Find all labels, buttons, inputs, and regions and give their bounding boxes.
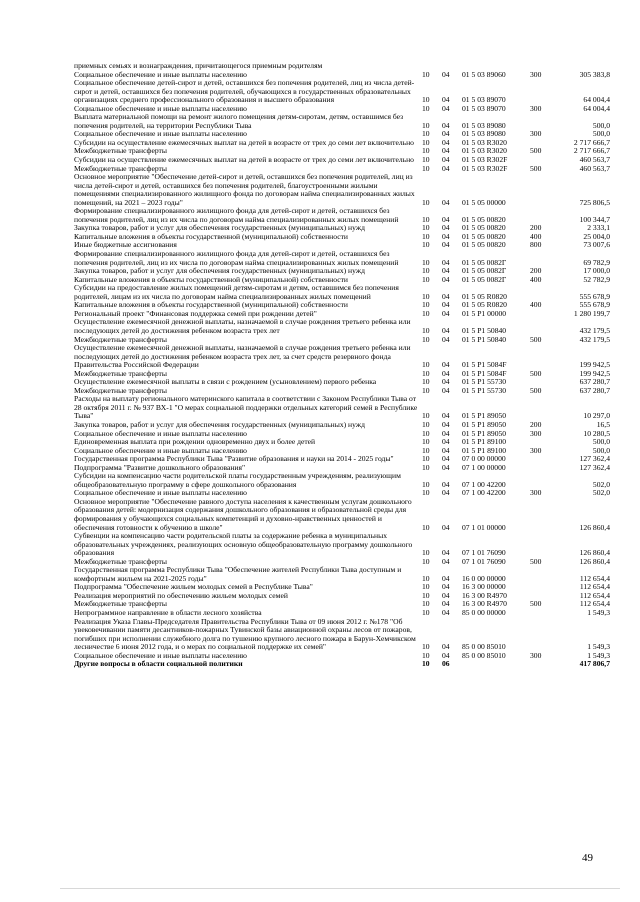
row-subsection: 04 bbox=[442, 95, 450, 105]
row-name: Социальное обеспечение и иные выплаты населению bbox=[74, 103, 247, 113]
row-subsection: 04 bbox=[442, 69, 450, 79]
row-target-code: 07 1 01 76090 bbox=[462, 548, 506, 558]
row-name: Субсидии на предоставление жилых помещений детям-сиротам и детям, оставшимся без попечения родителей, лицам из их числа по договорам найма специализированных жилых помещений bbox=[74, 283, 399, 301]
row-target-code: 01 5 P1 89050 bbox=[462, 411, 507, 421]
row-expense-type: 400 bbox=[530, 300, 542, 310]
row-expense-type: 200 bbox=[530, 223, 542, 233]
row-amount: 432 179,5 bbox=[579, 334, 610, 344]
row-target-code: 01 5 05 00000 bbox=[462, 197, 506, 207]
row-section: 10 bbox=[422, 137, 430, 147]
row-expense-type bbox=[530, 464, 560, 473]
row-expense-type: 500 bbox=[530, 368, 542, 378]
row-name: Государственная программа Республики Тыва "Развитие образования и науки на 2014 - 2025 годы" bbox=[74, 454, 394, 464]
row-subsection: 04 bbox=[442, 223, 450, 233]
row-section: 10 bbox=[422, 573, 430, 583]
row-name: Иные бюджетные ассигнования bbox=[74, 240, 177, 250]
budget-table bbox=[74, 62, 610, 669]
row-name: Капитальные вложения в объекты государственной (муниципальной) собственности bbox=[74, 231, 348, 241]
row-section: 10 bbox=[422, 334, 430, 344]
row-section: 10 bbox=[422, 556, 430, 566]
row-section: 10 bbox=[422, 599, 430, 609]
row-subsection: 04 bbox=[442, 266, 450, 276]
row-section: 10 bbox=[422, 437, 430, 447]
row-name: Закупка товаров, работ и услуг для обеспечения государственных (муниципальных) нужд bbox=[74, 419, 365, 429]
row-name: Межбюджетные трансферты bbox=[74, 599, 167, 609]
row-section: 10 bbox=[422, 659, 430, 669]
row-section: 10 bbox=[422, 411, 430, 421]
footer-rule bbox=[60, 888, 620, 889]
row-target-code: 07 1 00 42200 bbox=[462, 479, 506, 489]
table-row bbox=[74, 79, 610, 105]
row-subsection: 04 bbox=[442, 445, 450, 455]
row-section: 10 bbox=[422, 274, 430, 284]
row-target-code: 07 1 01 00000 bbox=[462, 522, 506, 532]
row-section: 10 bbox=[422, 155, 430, 165]
row-subsection: 04 bbox=[442, 522, 450, 532]
row-target-code: 01 5 P1 50840 bbox=[462, 334, 507, 344]
row-expense-type: 300 bbox=[530, 103, 542, 113]
row-section: 10 bbox=[422, 120, 430, 130]
row-name: приемных семьях и вознаграждения, причитающегося приемным родителям bbox=[74, 61, 323, 70]
row-section: 10 bbox=[422, 462, 430, 472]
row-section: 10 bbox=[422, 69, 430, 79]
row-section: 10 bbox=[422, 197, 430, 207]
row-expense-type: 200 bbox=[530, 419, 542, 429]
row-section: 10 bbox=[422, 522, 430, 532]
row-subsection: 04 bbox=[442, 360, 450, 370]
row-amount: 500,0 bbox=[592, 120, 610, 130]
row-name: Социальное обеспечение и иные выплаты населению bbox=[74, 129, 247, 139]
row-target-code: 01 5 03 89060 bbox=[462, 69, 506, 79]
row-amount: 112 654,4 bbox=[579, 599, 610, 609]
row-subsection: 04 bbox=[442, 137, 450, 147]
row-amount: 417 806,7 bbox=[579, 659, 610, 669]
row-subsection: 04 bbox=[442, 231, 450, 241]
row-subsection: 04 bbox=[442, 437, 450, 447]
row-section: 10 bbox=[422, 257, 430, 267]
row-name: Социальное обеспечение детей-сирот и детей, оставшихся без попечения родителей, лиц из числа детей-сирот и детей, оставшихся без попечения родителей, обучающихся в государственных образовательных организациях среднего профессионального образования и высшего образования bbox=[74, 78, 415, 105]
row-section: 10 bbox=[422, 428, 430, 438]
row-target-code: 85 0 00 00000 bbox=[462, 608, 506, 617]
row-section: 10 bbox=[422, 103, 430, 113]
row-amount: 725 806,5 bbox=[579, 197, 610, 207]
row-name: Реализация Указа Главы-Председателя Правительства Республики Тыва от 09 июня 2012 г. №178 "Об увековечивании памяти десантников-пожарных Тувинской базы авиационной охраны лесов от пожаров, погибших при исполнении служебного долга по тушению крупного лесного пожара в Барун-Хемчикском лесничестве 6 июня 2012 года, и о мерах по социальной поддержке их семей" bbox=[74, 616, 416, 652]
row-subsection: 04 bbox=[442, 214, 450, 224]
row-amount: 637 280,7 bbox=[579, 385, 610, 395]
table-row bbox=[74, 532, 610, 558]
row-target-code: 01 5 03 R302F bbox=[462, 163, 508, 173]
row-subsection: 04 bbox=[442, 573, 450, 583]
row-section: 10 bbox=[422, 291, 430, 301]
row-expense-type: 300 bbox=[530, 428, 542, 438]
row-section: 10 bbox=[422, 163, 430, 173]
row-expense-type: 800 bbox=[530, 240, 542, 250]
row-expense-type: 300 bbox=[530, 445, 542, 455]
row-amount: 1 549,3 bbox=[587, 650, 610, 660]
table-row bbox=[74, 395, 610, 421]
row-amount: 73 007,6 bbox=[583, 240, 610, 250]
row-expense-type bbox=[530, 310, 560, 319]
row-subsection: 04 bbox=[442, 556, 450, 566]
row-expense-type bbox=[530, 250, 560, 267]
row-subsection: 04 bbox=[442, 257, 450, 267]
row-subsection: 04 bbox=[442, 300, 450, 310]
row-amount: 1 280 199,7 bbox=[573, 308, 610, 318]
row-section: 10 bbox=[422, 590, 430, 600]
row-expense-type bbox=[530, 207, 560, 224]
row-amount: 432 179,5 bbox=[579, 325, 610, 335]
row-expense-type bbox=[530, 618, 560, 652]
row-target-code: 85 0 00 85010 bbox=[462, 650, 506, 660]
row-subsection: 04 bbox=[442, 325, 450, 335]
row-section: 10 bbox=[422, 308, 430, 318]
row-amount: 500,0 bbox=[592, 129, 610, 139]
table-row bbox=[74, 173, 610, 207]
row-subsection: 04 bbox=[442, 419, 450, 429]
row-name: Межбюджетные трансферты bbox=[74, 163, 167, 173]
row-expense-type: 500 bbox=[530, 146, 542, 156]
page-number: 49 bbox=[582, 852, 593, 864]
row-subsection: 04 bbox=[442, 197, 450, 207]
row-subsection: 04 bbox=[442, 599, 450, 609]
row-subsection: 04 bbox=[442, 103, 450, 113]
row-name: Капитальные вложения в объекты государственной (муниципальной) собственности bbox=[74, 300, 348, 310]
row-amount: 460 563,7 bbox=[579, 163, 610, 173]
table-row bbox=[74, 498, 610, 532]
row-amount: 126 860,4 bbox=[579, 548, 610, 558]
row-name: Формирование специализированного жилищного фонда для детей-сирот и детей, оставшихся без попечения родителей, лиц из их числа по договорам найма специализированных жилых помещений bbox=[74, 206, 399, 224]
row-amount: 1 549,3 bbox=[587, 642, 610, 652]
row-section: 10 bbox=[422, 454, 430, 464]
row-name: Региональный проект "Финансовая поддержка семей при рождении детей" bbox=[74, 308, 317, 318]
row-expense-type bbox=[530, 318, 560, 335]
row-name: Социальное обеспечение и иные выплаты населению bbox=[74, 428, 247, 438]
row-section: 10 bbox=[422, 95, 430, 105]
table-row bbox=[74, 618, 610, 652]
row-section: 10 bbox=[422, 642, 430, 652]
row-expense-type bbox=[530, 660, 560, 669]
row-subsection: 04 bbox=[442, 428, 450, 438]
row-expense-type bbox=[530, 455, 560, 464]
row-subsection: 04 bbox=[442, 608, 450, 617]
row-amount: 126 860,4 bbox=[579, 556, 610, 566]
row-section: 10 bbox=[422, 266, 430, 276]
row-name: Основное мероприятие "Обеспечение детей-сирот и детей, оставшихся без попечения родителей, лиц из числа детей-сирот и детей, оставшихся без попечения родителей, благоустроенными жилыми помещениями специализированного жилищного фонда по договорам найма специализированных жилых помещений, на 2021 – 2023 годы" bbox=[74, 172, 415, 207]
row-section: 10 bbox=[422, 479, 430, 489]
row-amount: 112 654,4 bbox=[579, 582, 610, 592]
row-subsection: 04 bbox=[442, 334, 450, 344]
row-section: 10 bbox=[422, 214, 430, 224]
row-target-code: 01 5 P1 89100 bbox=[462, 445, 507, 455]
row-target-code: 16 3 00 R4970 bbox=[462, 590, 507, 600]
row-amount: 637 280,7 bbox=[579, 377, 610, 387]
row-target-code: 16 0 00 00000 bbox=[462, 573, 506, 583]
row-subsection: 04 bbox=[442, 411, 450, 421]
row-target-code: 01 5 P1 5084F bbox=[462, 360, 507, 370]
row-amount: 305 383,8 bbox=[579, 69, 610, 79]
row-target-code: 01 5 P1 89050 bbox=[462, 419, 507, 429]
row-target-code: 01 5 05 R0820 bbox=[462, 291, 507, 301]
row-expense-type: 400 bbox=[530, 231, 542, 241]
row-target-code: 01 5 03 89080 bbox=[462, 129, 506, 139]
row-target-code: 01 5 03 R302F bbox=[462, 155, 508, 165]
row-expense-type: 300 bbox=[530, 69, 542, 79]
row-amount: 500,0 bbox=[592, 437, 610, 447]
row-name: Подпрограмма "Обеспечение жильем молодых семей в Республике Тыва" bbox=[74, 582, 313, 592]
row-amount: 69 782,9 bbox=[583, 257, 610, 267]
row-name: Социальное обеспечение и иные выплаты населению bbox=[74, 69, 247, 79]
row-expense-type: 500 bbox=[530, 385, 542, 395]
row-name: Государственная программа Республики Тыва "Обеспечение жителей Республики Тыва доступным и комфортным жильем на 2021-2025 годы" bbox=[74, 565, 402, 583]
row-target-code: 01 5 05 0082Г bbox=[462, 274, 507, 284]
table-row bbox=[74, 318, 610, 335]
row-amount: 2 717 666,7 bbox=[573, 137, 610, 147]
row-subsection: 04 bbox=[442, 274, 450, 284]
row-subsection: 04 bbox=[442, 462, 450, 472]
row-section: 10 bbox=[422, 582, 430, 592]
row-amount: 2 717 666,7 bbox=[573, 146, 610, 156]
row-expense-type bbox=[530, 472, 560, 489]
row-subsection: 04 bbox=[442, 146, 450, 156]
row-target-code: 01 5 05 00820 bbox=[462, 223, 506, 233]
row-name: Подпрограмма "Развитие дошкольного образования" bbox=[74, 462, 246, 472]
row-target-code: 85 0 00 85010 bbox=[462, 642, 506, 652]
row-expense-type bbox=[530, 284, 560, 301]
row-expense-type bbox=[530, 395, 560, 421]
row-amount: 10 280,5 bbox=[583, 428, 610, 438]
row-amount: 64 004,4 bbox=[583, 95, 610, 105]
row-target-code: 07 0 00 00000 bbox=[462, 454, 506, 464]
row-target-code: 01 5 P1 55730 bbox=[462, 385, 507, 395]
row-section: 10 bbox=[422, 488, 430, 498]
row-name: Осуществление ежемесячной выплаты в связи с рождением (усыновлением) первого ребенка bbox=[74, 377, 377, 387]
row-expense-type: 300 bbox=[530, 488, 542, 498]
row-amount: 199 942,5 bbox=[579, 360, 610, 370]
row-section: 10 bbox=[422, 146, 430, 156]
row-expense-type bbox=[530, 173, 560, 207]
row-name: Межбюджетные трансферты bbox=[74, 334, 167, 344]
row-amount: 52 782,9 bbox=[583, 274, 610, 284]
row-expense-type bbox=[530, 498, 560, 532]
row-expense-type: 300 bbox=[530, 129, 542, 139]
row-section: 10 bbox=[422, 300, 430, 310]
row-target-code: 01 5 P1 89100 bbox=[462, 437, 507, 447]
row-target-code: 01 5 03 R3020 bbox=[462, 137, 507, 147]
row-target-code: 01 5 05 R0820 bbox=[462, 300, 507, 310]
row-name: Формирование специализированного жилищного фонда для детей-сирот и детей, оставшихся без попечения родителей, лиц из их числа по договорам найма специализированных жилых помещений bbox=[74, 249, 399, 267]
row-amount: 112 654,4 bbox=[579, 573, 610, 583]
row-target-code: 01 5 05 00820 bbox=[462, 240, 506, 250]
row-expense-type bbox=[530, 532, 560, 558]
row-target-code: 01 5 03 89070 bbox=[462, 95, 506, 105]
row-target-code: 01 5 P1 50840 bbox=[462, 325, 507, 335]
row-section: 10 bbox=[422, 240, 430, 250]
row-expense-type: 500 bbox=[530, 556, 542, 566]
row-name: Субсидии на компенсацию части родительской платы государственным учреждениям, реализующим общеобразовательную программу в сфере дошкольного образования bbox=[74, 471, 401, 489]
row-name: Субсидии на осуществление ежемесячных выплат на детей в возрасте от трех до семи лет включительно bbox=[74, 137, 414, 147]
row-subsection: 04 bbox=[442, 308, 450, 318]
row-section: 10 bbox=[422, 548, 430, 558]
row-amount: 127 362,4 bbox=[579, 454, 610, 464]
row-amount: 555 678,9 bbox=[579, 300, 610, 310]
row-target-code: 01 5 05 0082Г bbox=[462, 257, 507, 267]
table-row bbox=[74, 250, 610, 267]
row-name: Непрограммное направление в области лесного хозяйства bbox=[74, 608, 262, 617]
row-expense-type bbox=[530, 609, 560, 618]
row-name: Расходы на выплату регионального материнского капитала в соответствии с Законом Республики Тыва от 28 октября 2011 г. № 937 ВХ-1 "О мерах социальной поддержки отдельных категорий семей в Республике Тыва" bbox=[74, 394, 418, 421]
row-subsection: 04 bbox=[442, 590, 450, 600]
row-amount: 555 678,9 bbox=[579, 291, 610, 301]
row-section: 10 bbox=[422, 360, 430, 370]
row-subsection: 04 bbox=[442, 377, 450, 387]
row-expense-type bbox=[530, 79, 560, 105]
row-name: Закупка товаров, работ и услуг для обеспечения государственных (муниципальных) нужд bbox=[74, 223, 365, 233]
row-amount: 16,5 bbox=[596, 419, 610, 429]
row-subsection: 04 bbox=[442, 650, 450, 660]
row-name: Основное мероприятие "Обеспечение равного доступа населения к качественным услугам дошкольного образования детей: модернизация содержания дошкольного образования и образовательной среды для формирования у обучающихся социальных компетенций и духовно-нравственных ценностей и обеспечения готовности к обучению в школе" bbox=[74, 496, 412, 532]
row-name: Субсидии на осуществление ежемесячных выплат на детей в возрасте от трех до семи лет включительно bbox=[74, 155, 414, 165]
row-target-code: 07 1 01 76090 bbox=[462, 556, 506, 566]
row-target-code: 16 3 00 00000 bbox=[462, 582, 506, 592]
row-target-code bbox=[462, 660, 530, 669]
row-section: 10 bbox=[422, 445, 430, 455]
row-amount: 502,0 bbox=[592, 488, 610, 498]
row-section: 10 bbox=[422, 129, 430, 139]
row-name: Капитальные вложения в объекты государственной (муниципальной) собственности bbox=[74, 274, 348, 284]
row-amount: 112 654,4 bbox=[579, 590, 610, 600]
row-name: Субвенции на компенсацию части родительской платы за содержание ребенка в муниципальных образовательных учреждениях, реализующих основную общеобразовательную программу дошкольного образования bbox=[74, 531, 413, 558]
row-amount: 1 549,3 bbox=[587, 608, 610, 617]
row-subsection: 04 bbox=[442, 488, 450, 498]
row-name: Другие вопросы в области социальной политики bbox=[74, 659, 243, 669]
row-amount: 500,0 bbox=[592, 445, 610, 455]
row-target-code: 01 5 05 00820 bbox=[462, 214, 506, 224]
row-expense-type bbox=[530, 344, 560, 370]
row-name: Выплата материальной помощи на ремонт жилого помещения детям-сиротам, детям, оставшимся без попечения родителей, на территории Республики Тыва bbox=[74, 112, 404, 130]
row-target-code: 01 5 05 0082Г bbox=[462, 266, 507, 276]
table-row bbox=[74, 344, 610, 370]
row-subsection: 06 bbox=[442, 659, 450, 669]
row-expense-type: 500 bbox=[530, 599, 542, 609]
row-section: 10 bbox=[422, 385, 430, 395]
row-amount: 2 333,1 bbox=[587, 223, 610, 233]
row-name: Осуществление ежемесячной денежной выплаты, назначаемой в случае рождения третьего ребенка или последующих детей до достижения ребенком возраста трех лет, за счет средств резервного фонда Правительства Российской Федерации bbox=[74, 343, 411, 370]
row-subsection: 04 bbox=[442, 454, 450, 464]
row-expense-type: 200 bbox=[530, 266, 542, 276]
row-expense-type: 400 bbox=[530, 274, 542, 284]
row-section: 10 bbox=[422, 325, 430, 335]
row-section: 10 bbox=[422, 419, 430, 429]
row-name: Закупка товаров, работ и услуг для обеспечения государственных (муниципальных) нужд bbox=[74, 266, 365, 276]
row-subsection: 04 bbox=[442, 291, 450, 301]
row-subsection: 04 bbox=[442, 479, 450, 489]
row-section: 10 bbox=[422, 368, 430, 378]
row-amount: 10 297,0 bbox=[583, 411, 610, 421]
row-amount: 502,0 bbox=[592, 479, 610, 489]
row-section: 10 bbox=[422, 223, 430, 233]
budget-table-body bbox=[74, 62, 610, 669]
row-expense-type: 500 bbox=[530, 334, 542, 344]
row-amount: 199 942,5 bbox=[579, 368, 610, 378]
row-amount: 127 362,4 bbox=[579, 462, 610, 472]
row-section: 10 bbox=[422, 608, 430, 617]
row-name: Социальное обеспечение и иные выплаты населению bbox=[74, 445, 247, 455]
row-section: 10 bbox=[422, 231, 430, 241]
row-target-code: 01 5 05 00820 bbox=[462, 231, 506, 241]
row-expense-type bbox=[530, 583, 560, 592]
row-expense-type bbox=[530, 113, 560, 130]
row-name: Межбюджетные трансферты bbox=[74, 385, 167, 395]
row-target-code: 01 5 P1 00000 bbox=[462, 308, 507, 318]
row-section: 10 bbox=[422, 650, 430, 660]
row-amount: 100 344,7 bbox=[579, 214, 610, 224]
budget-document bbox=[74, 61, 610, 669]
row-expense-type: 300 bbox=[530, 650, 542, 660]
row-subsection: 04 bbox=[442, 385, 450, 395]
row-target-code: 07 1 00 42200 bbox=[462, 488, 506, 498]
row-target-code: 07 1 00 00000 bbox=[462, 462, 506, 472]
row-subsection: 04 bbox=[442, 642, 450, 652]
row-name: Социальное обеспечение и иные выплаты населению bbox=[74, 650, 247, 660]
row-expense-type: 500 bbox=[530, 163, 542, 173]
row-subsection: 04 bbox=[442, 368, 450, 378]
row-subsection: 04 bbox=[442, 155, 450, 165]
row-amount: 460 563,7 bbox=[579, 155, 610, 165]
row-subsection: 04 bbox=[442, 129, 450, 139]
row-target-code: 01 5 03 89080 bbox=[462, 120, 506, 130]
row-subsection: 04 bbox=[442, 582, 450, 592]
row-name: Единовременная выплата при рождении одновременно двух и более детей bbox=[74, 437, 316, 447]
row-name: Социальное обеспечение и иные выплаты населению bbox=[74, 488, 247, 498]
row-target-code: 16 3 00 R4970 bbox=[462, 599, 507, 609]
table-row bbox=[74, 472, 610, 489]
row-name: Межбюджетные трансферты bbox=[74, 556, 167, 566]
row-subsection: 04 bbox=[442, 120, 450, 130]
row-target-code: 01 5 03 89070 bbox=[462, 103, 506, 113]
row-amount: 25 004,0 bbox=[583, 231, 610, 241]
row-name: Осуществление ежемесячной денежной выплаты, назначаемой в случае рождения третьего ребенка или последующих детей до достижения ребенком возраста трех лет bbox=[74, 317, 411, 335]
table-row bbox=[74, 113, 610, 130]
row-target-code: 01 5 P1 89050 bbox=[462, 428, 507, 438]
row-amount: 17 000,0 bbox=[583, 266, 610, 276]
table-row bbox=[74, 284, 610, 301]
table-row bbox=[74, 207, 610, 224]
row-target-code: 01 5 P1 5084F bbox=[462, 368, 507, 378]
row-amount: 64 004,4 bbox=[583, 103, 610, 113]
table-row bbox=[74, 660, 610, 669]
row-subsection: 04 bbox=[442, 163, 450, 173]
row-name: Реализация мероприятий по обеспечению жильем молодых семей bbox=[74, 590, 288, 600]
row-name: Межбюджетные трансферты bbox=[74, 146, 167, 156]
row-subsection: 04 bbox=[442, 548, 450, 558]
row-section: 10 bbox=[422, 377, 430, 387]
row-amount: 126 860,4 bbox=[579, 522, 610, 532]
row-target-code: 01 5 03 R3020 bbox=[462, 146, 507, 156]
row-expense-type bbox=[530, 566, 560, 583]
row-subsection: 04 bbox=[442, 240, 450, 250]
row-name: Межбюджетные трансферты bbox=[74, 368, 167, 378]
row-target-code: 01 5 P1 55730 bbox=[462, 377, 507, 387]
table-row bbox=[74, 566, 610, 583]
